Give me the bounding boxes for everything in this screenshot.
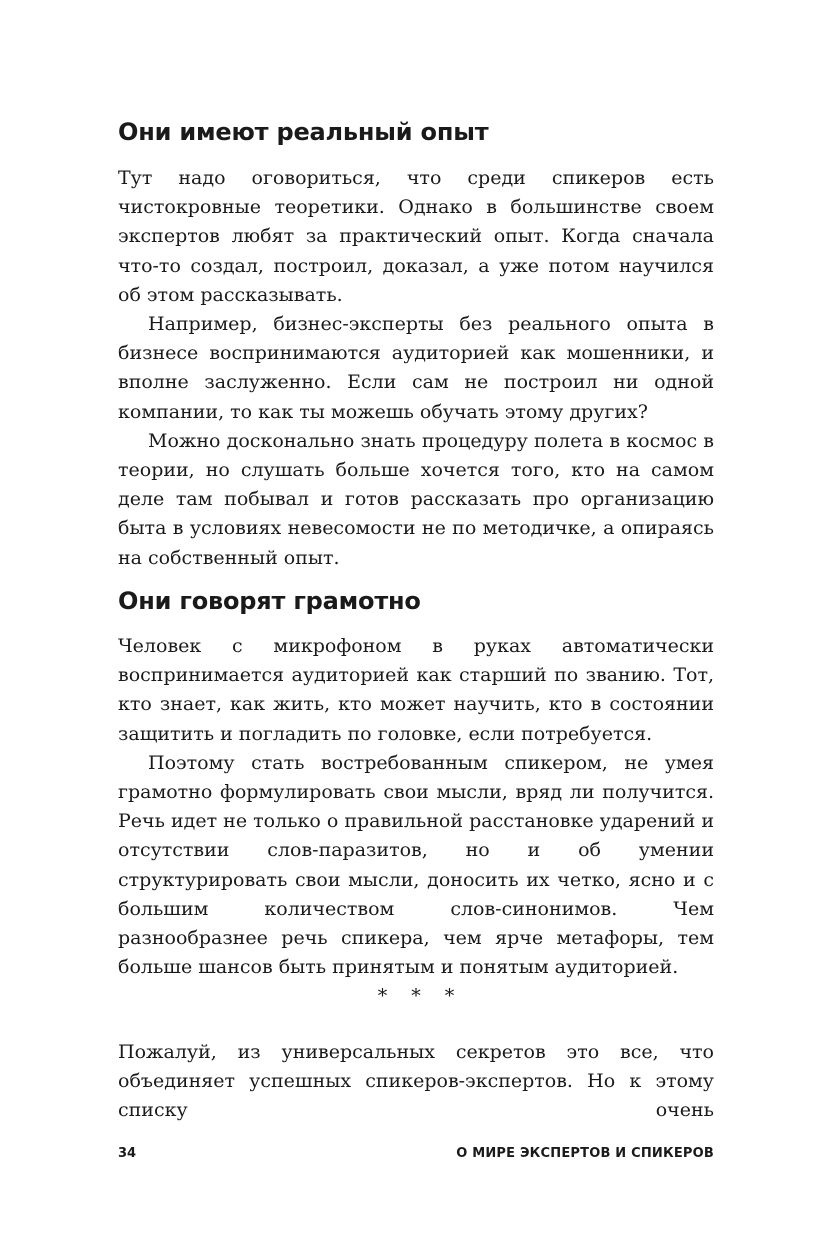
section-heading-real-experience: Они имеют реальный опыт: [118, 118, 489, 146]
paragraph: Человек с микрофоном в руках автоматически воспринимается аудиторией как старший по званию. Тот, кто знает, как жить, кто может научить, кто в состоянии защитить и погладить по головке, если потребуется.: [118, 635, 714, 745]
section-separator: * * *: [377, 985, 455, 1007]
page-number: 34: [118, 1146, 137, 1161]
section-body-real-experience: [118, 164, 714, 573]
closing-text: [118, 1038, 714, 1126]
section-heading-speak-correctly: Они говорят грамотно: [118, 587, 421, 615]
paragraph: Тут надо оговориться, что среди спикеров есть чистокровные теоретики. Однако в большинстве своем экспертов любят за практический опыт. Когда сначала что-то создал, построил, доказал, а уже потом научился об этом рассказывать.: [118, 167, 714, 306]
paragraph: Можно досконально знать процедуру полета в космос в теории, но слушать больше хочется того, кто на самом деле там побывал и готов рассказать про организацию быта в условиях невесомости не по методичке, а опираясь на собственный опыт.: [118, 429, 714, 569]
paragraph: Например, бизнес-эксперты без реального опыта в бизнесе воспринимаются аудиторией как мошенники, и вполне заслуженно. Если сам не построил ни одной компании, то как ты можешь обучать этому других?: [118, 313, 714, 423]
paragraph: Поэтому стать востребованным спикером, не умея грамотно формулировать свои мысли, вряд ли получится. Речь идет не только о правильной расстановке ударений и отсутствии слов-паразитов, но и об умении структурировать свои мысли, доносить их четко, ясно и с большим количеством слов-синонимов. Чем разнообразнее речь спикера, чем ярче метафоры, тем больше шансов быть принятым и понятым аудиторией.: [118, 751, 714, 979]
paragraph: Пожалуй, из универсальных секретов это все, что объединяет успешных спикеров-экспертов. Но к этому списку очень: [118, 1041, 714, 1122]
running-title: О МИРЕ ЭКСПЕРТОВ И СПИКЕРОВ: [456, 1146, 714, 1161]
section-body-speak-correctly: [118, 632, 714, 982]
book-page: [118, 0, 714, 1240]
